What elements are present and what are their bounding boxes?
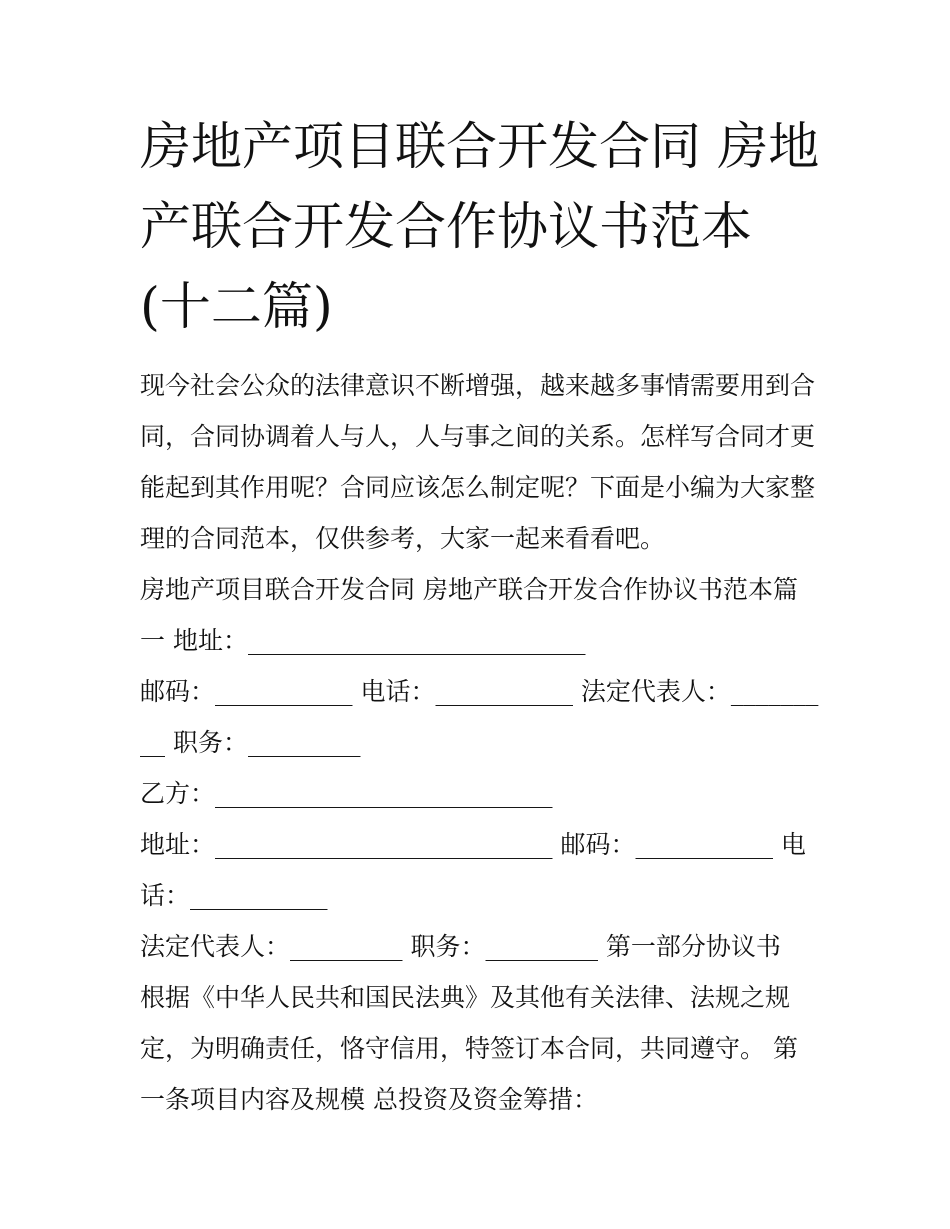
document-page bbox=[140, 108, 820, 1125]
party-b-line: 乙方：___________________________ bbox=[140, 779, 553, 808]
document-title: 房地产项目联合开发合同 房地产联合开发合作协议书范本(十二篇) bbox=[140, 118, 820, 337]
agreement-basis-paragraph: 根据《中华人民共和国民法典》及其他有关法律、法规之规定，为明确责任，恪守信用，特签订本合同，共同遵守。 第一条项目内容及规模 总投资及资金筹措： bbox=[140, 983, 798, 1114]
party-a-contact-line: 邮码：___________ 电话：___________ 法定代表人：_________ 职务：_________ bbox=[140, 677, 819, 757]
party-b-address-line: 地址：___________________________ 邮码：___________ 电话：___________ bbox=[140, 830, 806, 910]
party-b-representative-line: 法定代表人：_________ 职务：_________ 第一部分协议书 bbox=[140, 932, 781, 961]
party-a-address-line: 房地产项目联合开发合同 房地产联合开发合作协议书范本篇一 地址：___________________________ bbox=[140, 575, 798, 655]
intro-paragraph: 现今社会公众的法律意识不断增强，越来越多事情需要用到合同，合同协调着人与人，人与事之间的关系。怎样写合同才更能起到其作用呢？合同应该怎么制定呢？下面是小编为大家整理的合同范本，仅供参考，大家一起来看看吧。 bbox=[140, 371, 816, 553]
